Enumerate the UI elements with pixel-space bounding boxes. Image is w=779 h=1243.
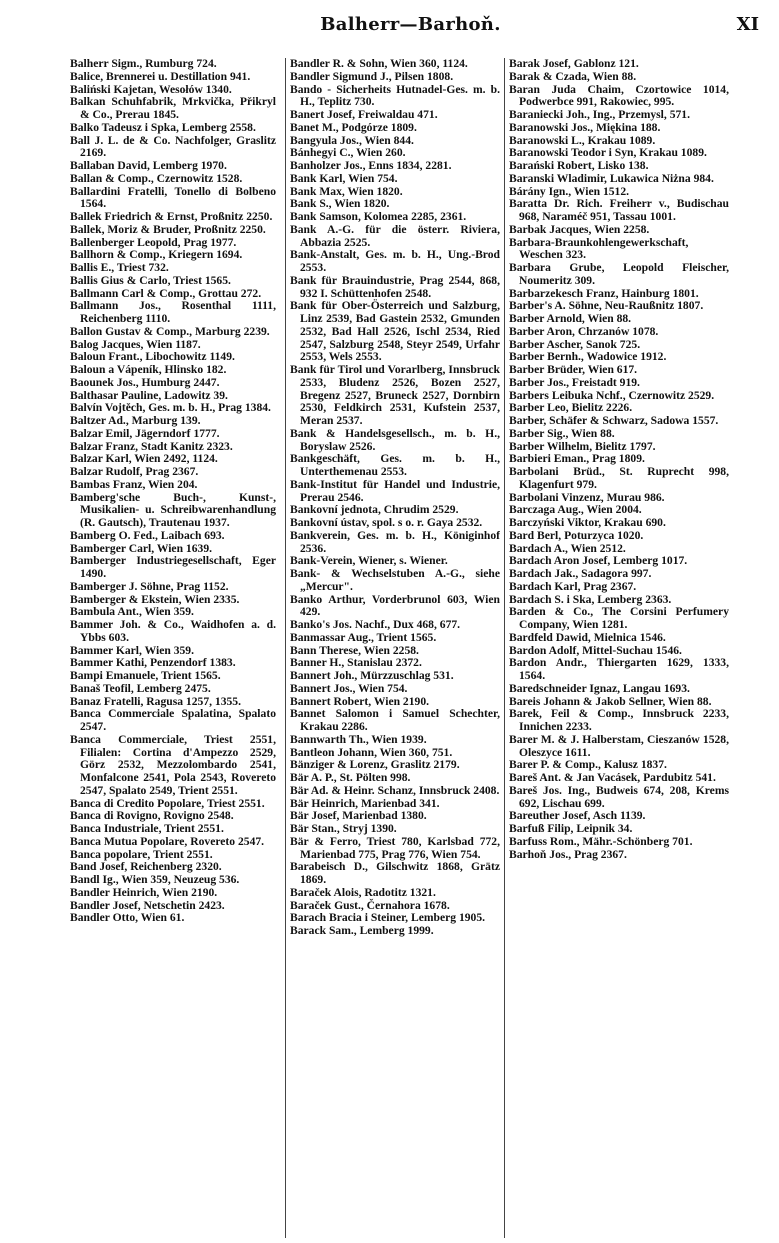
directory-entry: Balzar Franz, Stadt Kanitz 2323.: [70, 439, 233, 453]
directory-entry: Barack Sam., Lemberg 1999.: [290, 924, 434, 937]
directory-entry: Bantleon Johann, Wien 360, 751.: [290, 745, 453, 759]
directory-entry: Ballenberger Leopold, Prag 1977.: [70, 235, 237, 249]
directory-entry: Barer M. & J. Halberstam, Cieszanów 1528, Oleszyce 1611.: [509, 732, 729, 759]
directory-entry: Ballhorn & Comp., Kriegern 1694.: [70, 248, 243, 262]
directory-entry: Ballan & Comp., Czernowitz 1528.: [70, 171, 243, 185]
directory-entry: Barber Ascher, Sanok 725.: [509, 337, 641, 351]
directory-entry: Barbolani Brüd., St. Ruprecht 998, Klagenfurt 979.: [509, 465, 729, 491]
directory-entry: Balko Tadeusz i Spka, Lemberg 2558.: [70, 120, 256, 134]
directory-entry: Barczaga Aug., Wien 2004.: [509, 503, 642, 517]
directory-entry: Ballmann Carl & Comp., Grottau 272.: [70, 286, 262, 300]
directory-entry: Bamberger Industriegesellschaft, Eger 1490.: [70, 554, 276, 580]
directory-entry: Ballek, Moriz & Bruder, Proßnitz 2250.: [70, 222, 266, 236]
directory-entry: Barbak Jacques, Wien 2258.: [509, 222, 650, 236]
directory-entry: Bardach A., Wien 2512.: [509, 541, 626, 555]
directory-entry: Baranski Wladimir, Lukawica Niżna 984.: [509, 171, 714, 185]
directory-entry: Balherr Sigm., Rumburg 724.: [70, 58, 217, 70]
directory-column-3: [504, 58, 729, 1238]
directory-entry: Bär A. P., St. Pölten 998.: [290, 771, 411, 784]
directory-entry: Baredschneider Ignaz, Langau 1693.: [509, 681, 690, 695]
directory-entry: Baranowski Jos., Miękina 188.: [509, 120, 661, 134]
directory-entry: Baranowski L., Krakau 1089.: [509, 133, 656, 147]
page-title: Balherr—Barhoň.: [320, 14, 501, 35]
directory-entry: Bankovní ústav, spol. s o. r. Gaya 2532.: [290, 516, 483, 529]
directory-entry: Baraniecki Joh., Ing., Przemysl, 571.: [509, 108, 690, 121]
directory-entry: Barber Brüder, Wien 617.: [509, 363, 638, 376]
directory-entry: Balog Jacques, Wien 1187.: [70, 337, 201, 351]
directory-entry: Barek, Feil & Comp., Innsbruck 2233, Innichen 2233.: [509, 707, 729, 733]
directory-entry: Barczyński Viktor, Krakau 690.: [509, 516, 666, 529]
directory-entry: Barber Bernh., Wadowice 1912.: [509, 350, 667, 364]
directory-entry: Barber Wilhelm, Bielitz 1797.: [509, 439, 656, 453]
directory-entry: Bardach Karl, Prag 2367.: [509, 579, 637, 593]
page-number: XI: [736, 14, 759, 35]
directory-entry: Barber Aron, Chrzanów 1078.: [509, 324, 659, 338]
directory-entry: Banca Commerciale, Triest 2551, Filialen: Cortina d'Ampezzo 2529, Görz 2532, Mezzolombardo 2541, Monfalcone 2541, Pola 2543, Rovereto 2547, Spalato 2549, Trient 2551.: [70, 732, 276, 797]
directory-entry: Bann Therese, Wien 2258.: [290, 643, 419, 657]
directory-column-2: [285, 58, 500, 1238]
directory-entry: Bandler Heinrich, Wien 2190.: [70, 885, 218, 899]
directory-entry: Bär & Ferro, Triest 780, Karlsbad 772, Marienbad 775, Prag 776, Wien 754.: [290, 834, 500, 861]
directory-entry: Barhoň Jos., Prag 2367.: [509, 847, 627, 861]
page-header: [60, 14, 761, 44]
directory-entry: Bardfeld Dawid, Mielnica 1546.: [509, 630, 666, 644]
directory-entry: Baounek Jos., Humburg 2447.: [70, 375, 220, 389]
directory-entry: Bank-Anstalt, Ges. m. b. H., Ung.-Brod 2553.: [290, 248, 500, 274]
directory-entry: Barber Leo, Bielitz 2226.: [509, 401, 633, 415]
directory-entry: Baranowski Teodor i Syn, Krakau 1089.: [509, 146, 707, 160]
directory-entry: Barański Robert, Lisko 138.: [509, 159, 649, 172]
directory-entry: Bär Stan., Stryj 1390.: [290, 822, 397, 835]
directory-entry: Bárány Ign., Wien 1512.: [509, 184, 630, 198]
directory-entry: Bampi Emanuele, Trient 1565.: [70, 669, 221, 682]
directory-entry: Bard Berl, Poturzyca 1020.: [509, 528, 644, 542]
directory-entry: Ball J. L. de & Co. Nachfolger, Graslitz 2169.: [70, 133, 276, 160]
directory-entry: Bardach Jak., Sadagora 997.: [509, 567, 652, 580]
directory-entry: Bannert Jos., Wien 754.: [290, 681, 408, 695]
directory-entry: Bambas Franz, Wien 204.: [70, 477, 198, 491]
directory-entry: Bandler R. & Sohn, Wien 360, 1124.: [290, 58, 468, 70]
directory-entry: Baliński Kajetan, Wesołów 1340.: [70, 82, 232, 96]
directory-entry: Bamberger & Ekstein, Wien 2335.: [70, 592, 240, 606]
directory-entry: Bammer Karl, Wien 359.: [70, 643, 194, 657]
directory-entry: Barbara Grube, Leopold Fleischer, Noumeritz 309.: [509, 261, 729, 287]
directory-entry: Banaš Teofil, Lemberg 2475.: [70, 681, 211, 695]
directory-entry: Barak & Czada, Wien 88.: [509, 69, 637, 83]
directory-entry: Baraček Gust., Černahora 1678.: [290, 898, 450, 912]
directory-entry: Barbers Leibuka Nchf., Czernowitz 2529.: [509, 388, 715, 402]
directory-entry: Bandler Sigmund J., Pilsen 1808.: [290, 69, 454, 83]
directory-entry: Bando - Sicherheits Hutnadel-Ges. m. b. H., Teplitz 730.: [290, 82, 500, 109]
directory-entry: Baloun a Vápeník, Hlinsko 182.: [70, 363, 227, 376]
directory-entry: Barbieri Eman., Prag 1809.: [509, 452, 645, 466]
directory-entry: Banholzer Jos., Enns 1834, 2281.: [290, 159, 452, 172]
directory-entry: Barbarzekesch Franz, Hainburg 1801.: [509, 286, 699, 300]
directory-entry: Baltzer Ad., Marburg 139.: [70, 414, 201, 427]
directory-entry: Banet M., Podgórze 1809.: [290, 120, 417, 134]
directory-entry: Bandl Ig., Wien 359, Neuzeug 536.: [70, 873, 240, 886]
directory-entry: Ballon Gustav & Comp., Marburg 2239.: [70, 324, 270, 338]
directory-entry: Bamberg'sche Buch-, Kunst-, Musikalien- u. Schreibwarenhandlung (R. Gautsch), Trautenau 1937.: [70, 490, 276, 529]
directory-entry: Banca di Credito Popolare, Triest 2551.: [70, 796, 265, 810]
directory-entry: Banaz Fratelli, Ragusa 1257, 1355.: [70, 694, 242, 708]
directory-entry: Bank S., Wien 1820.: [290, 197, 390, 211]
directory-entry: Bank & Handelsgesellsch., m. b. H., Boryslaw 2526.: [290, 426, 500, 453]
directory-entry: Barber's A. Söhne, Neu-Raußnitz 1807.: [509, 299, 704, 313]
directory-entry: Barber Sig., Wien 88.: [509, 426, 615, 440]
directory-entry: Bannert Joh., Mürzzuschlag 531.: [290, 669, 454, 682]
directory-entry: Barak Josef, Gablonz 121.: [509, 58, 639, 70]
directory-entry: Bammer Kathi, Penzendorf 1383.: [70, 656, 236, 670]
directory-entry: Banca di Rovigno, Rovigno 2548.: [70, 809, 234, 823]
directory-entry: Barbara-Braunkohlengewerkschaft, Weschen 323.: [509, 235, 689, 262]
directory-entry: Bardon Andr., Thiergarten 1629, 1333, 1564.: [509, 656, 729, 682]
directory-entry: Balthasar Pauline, Ladowitz 39.: [70, 388, 228, 402]
directory-entry: Bannet Salomon i Samuel Schechter, Krakau 2286.: [290, 707, 500, 733]
directory-entry: Bamberger Carl, Wien 1639.: [70, 541, 213, 555]
directory-entry: Barber Arnold, Wien 88.: [509, 312, 632, 325]
directory-entry: Bank für Ober-Österreich und Salzburg, Linz 2539, Bad Gastein 2532, Gmunden 2532, Bad Hall 2526, Ischl 2534, Ried 2547, Salzburg 2548, Steyr 2549, Urfahr 2553, Wels 2553.: [290, 299, 500, 364]
directory-entry: Bangyula Jos., Wien 844.: [290, 133, 414, 147]
directory-entry: Banmassar Aug., Trient 1565.: [290, 630, 437, 644]
directory-entry: Baraček Alois, Radotitz 1321.: [290, 885, 436, 899]
directory-entry: Bankovní jednota, Chrudim 2529.: [290, 503, 459, 517]
directory-entry: Banca Industriale, Trient 2551.: [70, 822, 224, 835]
directory-entry: Barfuß Filip, Leipnik 34.: [509, 822, 633, 835]
directory-entry: Bamberger J. Söhne, Prag 1152.: [70, 579, 229, 593]
directory-entry: Banca popolare, Trient 2551.: [70, 847, 213, 861]
directory-entry: Bardon Adolf, Mittel-Suchau 1546.: [509, 643, 682, 657]
directory-entry: Bannwarth Th., Wien 1939.: [290, 732, 427, 746]
directory-entry: Bank- & Wechselstuben A.-G., siehe „Mercur".: [290, 567, 500, 593]
directory-entry: Bareš Ant. & Jan Vacásek, Pardubitz 541.: [509, 771, 716, 784]
directory-entry: Balvín Vojtěch, Ges. m. b. H., Prag 1384.: [70, 401, 271, 415]
directory-entry: Barabeisch D., Gilschwitz 1868, Grätz 1869.: [290, 860, 500, 886]
directory-entry: Barer P. & Comp., Kalusz 1837.: [509, 758, 667, 772]
directory-entry: Baratta Dr. Rich. Freiherr v., Budischau 968, Naraméč 951, Tassau 1001.: [509, 197, 729, 223]
directory-entry: Barbolani Vinzenz, Murau 986.: [509, 490, 665, 504]
directory-entry: Banca Commerciale Spalatina, Spalato 2547.: [70, 707, 276, 733]
directory-entry: Barach Bracia i Steiner, Lemberg 1905.: [290, 911, 486, 925]
directory-entry: Ballaban David, Lemberg 1970.: [70, 159, 227, 172]
directory-columns: [70, 58, 770, 1238]
directory-entry: Banko Arthur, Vorderbrunol 603, Wien 429.: [290, 592, 500, 619]
directory-entry: Bambula Ant., Wien 359.: [70, 605, 194, 619]
directory-entry: Bánhegyi C., Wien 260.: [290, 146, 406, 160]
directory-entry: Bänziger & Lorenz, Graslitz 2179.: [290, 758, 460, 772]
directory-entry: Bank Karl, Wien 754.: [290, 171, 398, 185]
directory-entry: Baran Juda Chaim, Czortowice 1014, Podwerbce 991, Rakowiec, 995.: [509, 82, 729, 109]
directory-entry: Balice, Brennerei u. Destillation 941.: [70, 69, 251, 83]
directory-entry: Balkan Schuhfabrik, Mrkvička, Přikryl & Co., Prerau 1845.: [70, 95, 276, 121]
directory-entry: Barfuss Rom., Mähr.-Schönberg 701.: [509, 834, 693, 848]
directory-entry: Bär Josef, Marienbad 1380.: [290, 809, 427, 823]
directory-entry: Bär Heinrich, Marienbad 341.: [290, 796, 440, 810]
directory-entry: Bardach Aron Josef, Lemberg 1017.: [509, 554, 688, 568]
directory-entry: Barden & Co., The Corsini Perfumery Company, Wien 1281.: [509, 605, 729, 631]
directory-entry: Bank-Verein, Wiener, s. Wiener.: [290, 554, 448, 568]
directory-entry: Bank für Tirol und Vorarlberg, Innsbruck 2533, Bludenz 2526, Bozen 2527, Bregenz 2527, Bruneck 2527, Dornbirn 2530, Feldkirch 2531, Kufstein 2537, Meran 2537.: [290, 363, 500, 427]
directory-entry: Bamberg O. Fed., Laibach 693.: [70, 528, 225, 542]
directory-entry: Bandler Josef, Netschetin 2423.: [70, 898, 225, 912]
directory-entry: Ballardini Fratelli, Tonello di Bolbeno 1564.: [70, 184, 276, 211]
directory-entry: Balzar Rudolf, Prag 2367.: [70, 465, 199, 478]
directory-entry: Bank für Brauindustrie, Prag 2544, 868, 932 I. Schüttenhofen 2548.: [290, 273, 500, 300]
directory-entry: Ballis Gius & Carlo, Triest 1565.: [70, 273, 231, 287]
directory-entry: Balzar Emil, Jägerndorf 1777.: [70, 426, 220, 440]
directory-entry: Bär Ad. & Heinr. Schanz, Innsbruck 2408.: [290, 783, 500, 797]
directory-entry: Bannert Robert, Wien 2190.: [290, 694, 430, 708]
directory-entry: Bardach S. i Ska, Lemberg 2363.: [509, 592, 672, 606]
directory-entry: Band Josef, Reichenberg 2320.: [70, 860, 222, 874]
directory-entry: Banca Mutua Popolare, Rovereto 2547.: [70, 834, 265, 848]
directory-entry: Ballmann Jos., Rosenthal 1111, Reichenberg 1110.: [70, 299, 276, 325]
directory-entry: Baloun Frant., Libochowitz 1149.: [70, 350, 235, 364]
directory-entry: Balzar Karl, Wien 2492, 1124.: [70, 452, 218, 466]
directory-entry: Bank-Institut für Handel und Industrie, Prerau 2546.: [290, 477, 500, 504]
directory-entry: Ballek Friedrich & Ernst, Proßnitz 2250.: [70, 210, 273, 223]
directory-entry: Barber Jos., Freistadt 919.: [509, 375, 640, 389]
directory-entry: Bank A.-G. für die österr. Riviera, Abbazia 2525.: [290, 222, 500, 249]
directory-entry: Banert Josef, Freiwaldau 471.: [290, 108, 438, 121]
directory-entry: Bankverein, Ges. m. b. H., Königinhof 2536.: [290, 528, 500, 555]
directory-entry: Bareš Jos. Ing., Budweis 674, 208, Krems 692, Lischau 699.: [509, 783, 729, 810]
directory-entry: Banner H., Stanislau 2372.: [290, 656, 422, 670]
directory-entry: Ballis E., Triest 732.: [70, 261, 169, 274]
directory-entry: Bank Max, Wien 1820.: [290, 184, 403, 198]
directory-entry: Bank Samson, Kolomea 2285, 2361.: [290, 210, 467, 223]
directory-entry: Bammer Joh. & Co., Waidhofen a. d. Ybbs 603.: [70, 618, 276, 644]
directory-entry: Bareis Johann & Jakob Sellner, Wien 88.: [509, 694, 712, 708]
directory-entry: Bareuther Josef, Asch 1139.: [509, 809, 646, 823]
directory-entry: Barber, Schäfer & Schwarz, Sadowa 1557.: [509, 414, 719, 427]
directory-column-1: [70, 58, 276, 1238]
directory-entry: Banko's Jos. Nachf., Dux 468, 677.: [290, 618, 461, 631]
directory-entry: Bandler Otto, Wien 61.: [70, 911, 185, 925]
directory-entry: Bankgeschäft, Ges. m. b. H., Unterthemenau 2553.: [290, 452, 500, 478]
